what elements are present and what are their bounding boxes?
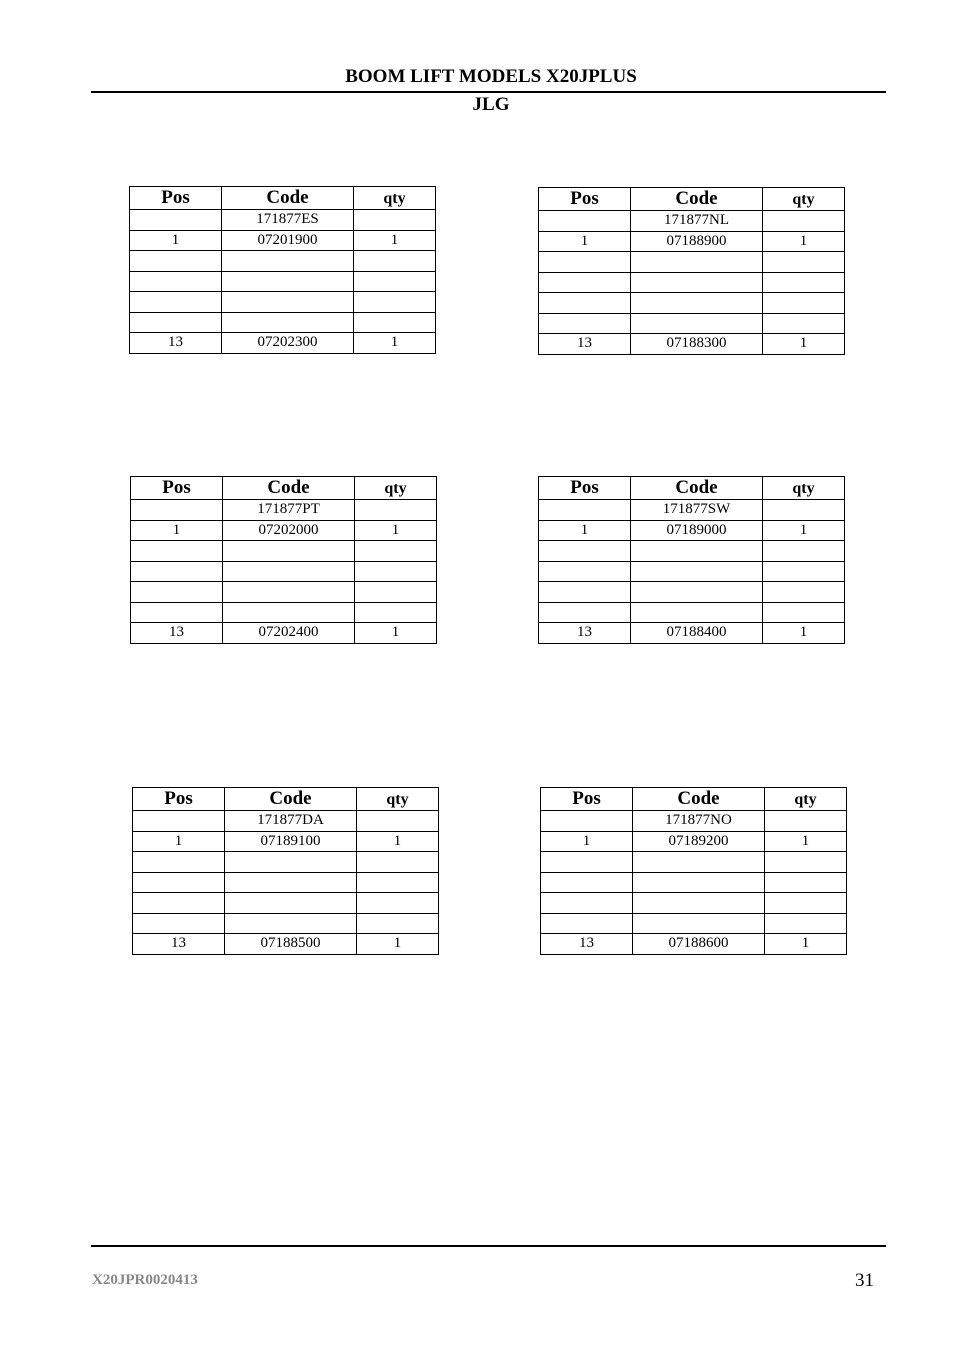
column-header-qty: qty bbox=[763, 477, 845, 500]
code-cell bbox=[633, 893, 765, 914]
empty-cell bbox=[354, 210, 436, 231]
qty-cell: 1 bbox=[357, 831, 439, 852]
qty-cell bbox=[763, 561, 845, 582]
kit-code: 171877ES bbox=[222, 210, 354, 231]
column-header-code: Code bbox=[633, 788, 765, 811]
qty-cell bbox=[355, 561, 437, 582]
code-cell bbox=[225, 872, 357, 893]
table-row bbox=[539, 561, 845, 582]
pos-cell: 13 bbox=[541, 934, 633, 955]
pos-cell bbox=[130, 312, 222, 333]
table-row bbox=[541, 831, 847, 852]
column-header-qty: qty bbox=[765, 788, 847, 811]
qty-cell bbox=[763, 313, 845, 334]
table-row bbox=[130, 271, 436, 292]
table-row bbox=[133, 893, 439, 914]
pos-cell: 1 bbox=[539, 231, 631, 252]
pos-cell: 13 bbox=[131, 623, 223, 644]
pos-cell: 13 bbox=[130, 333, 222, 354]
table-row bbox=[130, 312, 436, 333]
code-cell bbox=[631, 252, 763, 273]
pos-cell bbox=[539, 582, 631, 603]
qty-cell bbox=[765, 913, 847, 934]
pos-cell bbox=[541, 913, 633, 934]
qty-cell: 1 bbox=[763, 520, 845, 541]
code-cell: 07188400 bbox=[631, 623, 763, 644]
qty-cell bbox=[357, 852, 439, 873]
empty-cell bbox=[763, 211, 845, 232]
code-cell: 07201900 bbox=[222, 230, 354, 251]
code-cell: 07188300 bbox=[631, 334, 763, 355]
code-cell: 07189000 bbox=[631, 520, 763, 541]
code-cell bbox=[225, 893, 357, 914]
kit-code: 171877SW bbox=[631, 500, 763, 521]
qty-cell bbox=[354, 292, 436, 313]
column-header-code: Code bbox=[225, 788, 357, 811]
code-cell bbox=[222, 292, 354, 313]
code-cell bbox=[223, 602, 355, 623]
qty-cell: 1 bbox=[357, 934, 439, 955]
code-cell bbox=[631, 561, 763, 582]
column-header-code: Code bbox=[631, 188, 763, 211]
code-cell bbox=[633, 872, 765, 893]
pos-cell bbox=[133, 913, 225, 934]
pos-cell: 13 bbox=[539, 623, 631, 644]
table-row bbox=[133, 831, 439, 852]
pos-cell: 1 bbox=[130, 230, 222, 251]
pos-cell bbox=[131, 602, 223, 623]
column-header-qty: qty bbox=[354, 187, 436, 210]
column-header-pos: Pos bbox=[541, 788, 633, 811]
footer-rule bbox=[91, 1245, 886, 1247]
code-cell bbox=[631, 293, 763, 314]
table-row bbox=[539, 293, 845, 314]
table-row bbox=[133, 913, 439, 934]
qty-cell bbox=[354, 312, 436, 333]
pos-cell bbox=[539, 272, 631, 293]
pos-cell bbox=[133, 852, 225, 873]
qty-cell bbox=[357, 893, 439, 914]
qty-cell bbox=[355, 602, 437, 623]
page-number: 31 bbox=[855, 1270, 874, 1291]
kit-row bbox=[539, 211, 845, 232]
table-row bbox=[541, 872, 847, 893]
qty-cell bbox=[765, 893, 847, 914]
column-header-qty: qty bbox=[763, 188, 845, 211]
code-cell bbox=[223, 561, 355, 582]
column-header-qty: qty bbox=[355, 477, 437, 500]
empty-cell bbox=[763, 500, 845, 521]
pos-cell bbox=[131, 582, 223, 603]
code-cell bbox=[631, 582, 763, 603]
pos-cell bbox=[539, 602, 631, 623]
empty-cell bbox=[539, 211, 631, 232]
pos-cell: 13 bbox=[539, 334, 631, 355]
qty-cell bbox=[354, 251, 436, 272]
table-row bbox=[131, 602, 437, 623]
code-cell bbox=[222, 271, 354, 292]
pos-cell: 1 bbox=[541, 831, 633, 852]
empty-cell bbox=[355, 500, 437, 521]
pos-cell: 13 bbox=[133, 934, 225, 955]
table-row bbox=[539, 334, 845, 355]
table-row bbox=[539, 520, 845, 541]
pos-cell: 1 bbox=[133, 831, 225, 852]
pos-cell bbox=[133, 893, 225, 914]
table-row bbox=[539, 231, 845, 252]
kit-code: 171877DA bbox=[225, 811, 357, 832]
empty-cell bbox=[541, 811, 633, 832]
kit-code: 171877NO bbox=[633, 811, 765, 832]
table-row bbox=[539, 272, 845, 293]
table-row bbox=[539, 602, 845, 623]
table-row bbox=[541, 852, 847, 873]
column-header-code: Code bbox=[222, 187, 354, 210]
empty-cell bbox=[539, 500, 631, 521]
parts-table bbox=[130, 476, 437, 644]
code-cell bbox=[223, 582, 355, 603]
qty-cell: 1 bbox=[354, 230, 436, 251]
header-rule bbox=[91, 91, 886, 93]
qty-cell: 1 bbox=[765, 934, 847, 955]
pos-cell bbox=[130, 292, 222, 313]
parts-table bbox=[538, 476, 845, 644]
pos-cell bbox=[539, 541, 631, 562]
qty-cell bbox=[763, 541, 845, 562]
qty-cell: 1 bbox=[763, 334, 845, 355]
empty-cell bbox=[133, 811, 225, 832]
column-header-pos: Pos bbox=[539, 188, 631, 211]
qty-cell bbox=[763, 272, 845, 293]
parts-table bbox=[540, 787, 847, 955]
pos-cell bbox=[541, 893, 633, 914]
code-cell bbox=[631, 541, 763, 562]
document-brand: JLG bbox=[472, 94, 510, 115]
pos-cell bbox=[541, 872, 633, 893]
code-cell bbox=[223, 541, 355, 562]
column-header-pos: Pos bbox=[131, 477, 223, 500]
empty-cell bbox=[765, 811, 847, 832]
kit-row bbox=[541, 811, 847, 832]
qty-cell bbox=[765, 872, 847, 893]
kit-code: 171877PT bbox=[223, 500, 355, 521]
pos-cell bbox=[539, 313, 631, 334]
column-header-pos: Pos bbox=[130, 187, 222, 210]
pos-cell bbox=[539, 252, 631, 273]
code-cell: 07189200 bbox=[633, 831, 765, 852]
pos-cell bbox=[131, 561, 223, 582]
document-code: X20JPR0020413 bbox=[92, 1272, 198, 1288]
table-row bbox=[541, 913, 847, 934]
table-row bbox=[541, 893, 847, 914]
table-row bbox=[539, 313, 845, 334]
code-cell bbox=[225, 852, 357, 873]
column-header-code: Code bbox=[631, 477, 763, 500]
qty-cell: 1 bbox=[765, 831, 847, 852]
qty-cell: 1 bbox=[355, 623, 437, 644]
code-cell bbox=[222, 251, 354, 272]
qty-cell bbox=[355, 541, 437, 562]
code-cell: 07202000 bbox=[223, 520, 355, 541]
code-cell bbox=[633, 913, 765, 934]
kit-row bbox=[539, 500, 845, 521]
empty-cell bbox=[130, 210, 222, 231]
pos-cell: 1 bbox=[131, 520, 223, 541]
code-cell: 07189100 bbox=[225, 831, 357, 852]
table-row bbox=[539, 623, 845, 644]
document-title: BOOM LIFT MODELS X20JPLUS bbox=[345, 66, 637, 87]
pos-cell: 1 bbox=[539, 520, 631, 541]
table-row bbox=[539, 252, 845, 273]
qty-cell bbox=[763, 582, 845, 603]
qty-cell bbox=[355, 582, 437, 603]
qty-cell: 1 bbox=[763, 231, 845, 252]
column-header-pos: Pos bbox=[539, 477, 631, 500]
code-cell: 07188900 bbox=[631, 231, 763, 252]
table-row bbox=[133, 934, 439, 955]
table-row bbox=[133, 872, 439, 893]
pos-cell bbox=[130, 251, 222, 272]
pos-cell bbox=[541, 852, 633, 873]
qty-cell: 1 bbox=[355, 520, 437, 541]
kit-code: 171877NL bbox=[631, 211, 763, 232]
table-row bbox=[131, 582, 437, 603]
code-cell: 07188600 bbox=[633, 934, 765, 955]
pos-cell bbox=[539, 293, 631, 314]
empty-cell bbox=[131, 500, 223, 521]
parts-table bbox=[129, 186, 436, 354]
table-row bbox=[131, 520, 437, 541]
empty-cell bbox=[357, 811, 439, 832]
table-row bbox=[131, 561, 437, 582]
qty-cell: 1 bbox=[354, 333, 436, 354]
pos-cell bbox=[133, 872, 225, 893]
qty-cell bbox=[763, 252, 845, 273]
qty-cell bbox=[357, 872, 439, 893]
table-row bbox=[130, 333, 436, 354]
qty-cell bbox=[357, 913, 439, 934]
code-cell bbox=[631, 602, 763, 623]
table-row bbox=[131, 623, 437, 644]
column-header-code: Code bbox=[223, 477, 355, 500]
code-cell: 07202400 bbox=[223, 623, 355, 644]
code-cell bbox=[631, 313, 763, 334]
table-row bbox=[541, 934, 847, 955]
code-cell: 07188500 bbox=[225, 934, 357, 955]
code-cell bbox=[222, 312, 354, 333]
code-cell: 07202300 bbox=[222, 333, 354, 354]
kit-row bbox=[133, 811, 439, 832]
table-row bbox=[131, 541, 437, 562]
pos-cell bbox=[131, 541, 223, 562]
pos-cell bbox=[539, 561, 631, 582]
code-cell bbox=[225, 913, 357, 934]
kit-row bbox=[131, 500, 437, 521]
qty-cell: 1 bbox=[763, 623, 845, 644]
table-row bbox=[539, 541, 845, 562]
qty-cell bbox=[763, 602, 845, 623]
pos-cell bbox=[130, 271, 222, 292]
table-row bbox=[539, 582, 845, 603]
column-header-pos: Pos bbox=[133, 788, 225, 811]
qty-cell bbox=[763, 293, 845, 314]
kit-row bbox=[130, 210, 436, 231]
code-cell bbox=[633, 852, 765, 873]
table-row bbox=[130, 251, 436, 272]
table-row bbox=[130, 292, 436, 313]
parts-table bbox=[132, 787, 439, 955]
parts-table bbox=[538, 187, 845, 355]
qty-cell bbox=[354, 271, 436, 292]
table-row bbox=[130, 230, 436, 251]
code-cell bbox=[631, 272, 763, 293]
table-row bbox=[133, 852, 439, 873]
qty-cell bbox=[765, 852, 847, 873]
column-header-qty: qty bbox=[357, 788, 439, 811]
